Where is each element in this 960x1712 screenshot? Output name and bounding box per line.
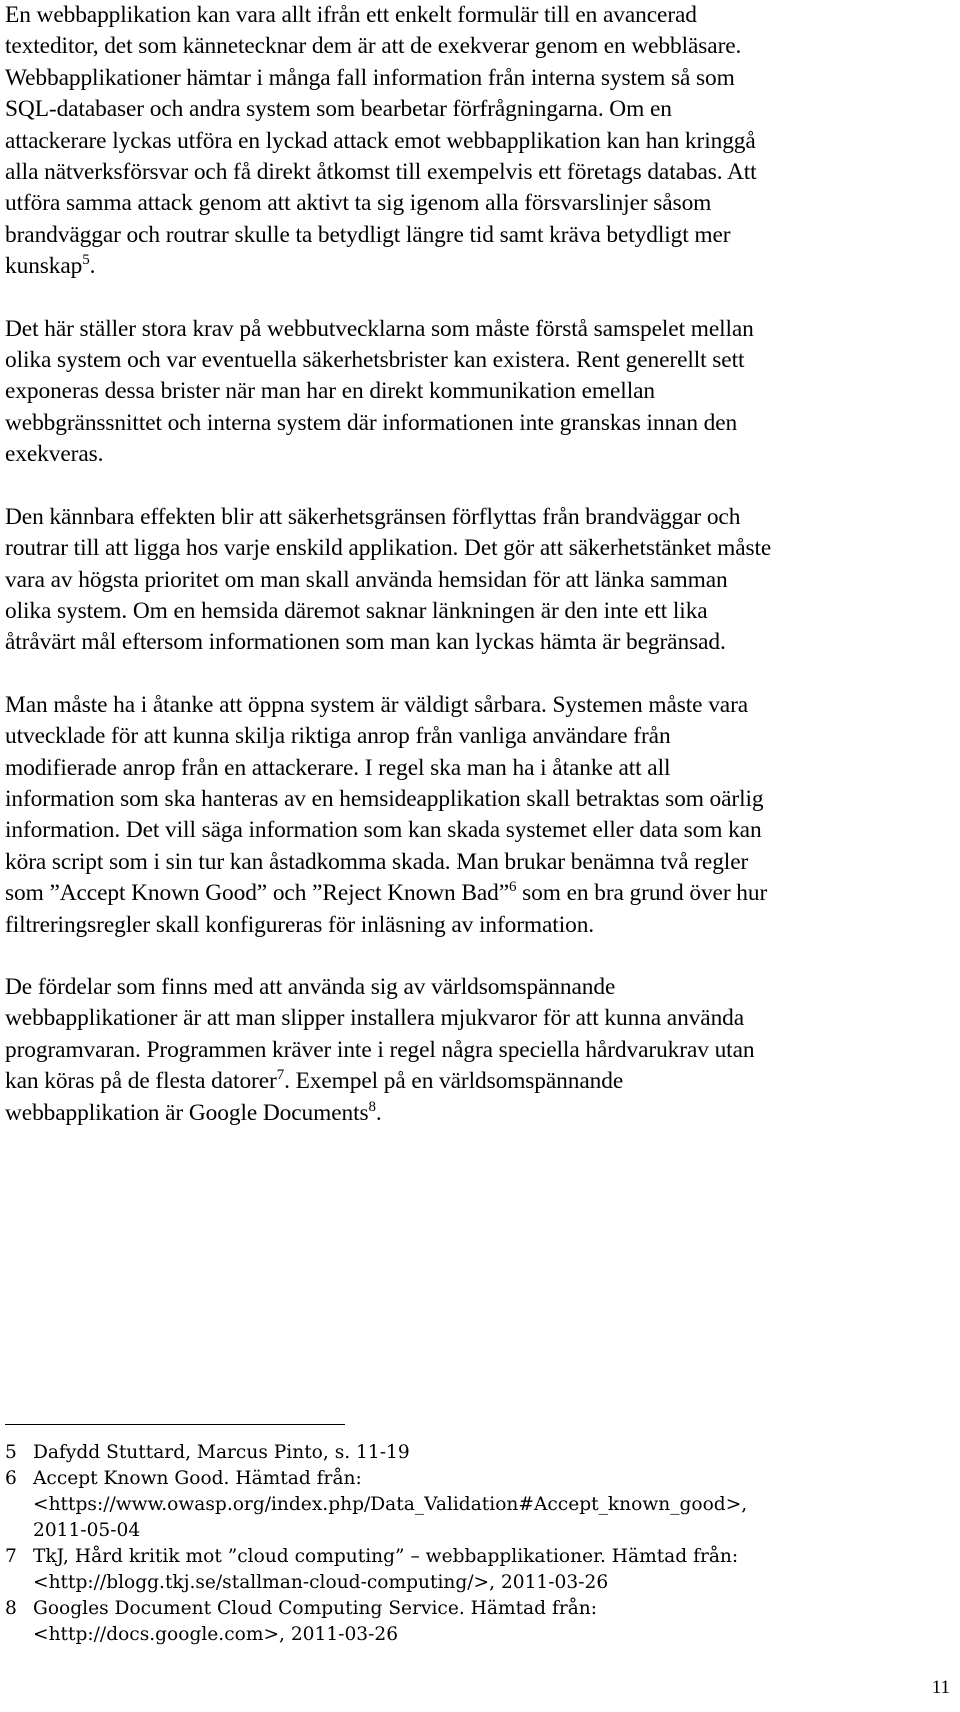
text-line: De fördelar som finns med att använda sig av världsomspännande	[5, 973, 616, 1000]
text-line: vara av högsta prioritet om man skall använda hemsidan för att länka samman	[5, 566, 728, 593]
text-line: webbapplikationer är att man slipper installera mjukvaror för att kunna använda	[5, 1005, 745, 1032]
footnote-8	[5, 1596, 945, 1648]
text-line: information. Det vill säga information som kan skada systemet eller data som kan	[5, 817, 762, 844]
text-line: utföra samma attack genom att aktivt ta sig igenom alla försvarslinjer såsom	[5, 190, 712, 217]
text-line: modifierade anrop från en attackerare. I regel ska man ha i åtanke att all	[5, 754, 671, 781]
text-segment: kunskap	[5, 253, 83, 280]
text-line: åtråvärt mål eftersom informationen som man kan lyckas hämta är begränsad.	[5, 629, 726, 656]
text-line: SQL-databaser och andra system som bearbetar förfrågningarna. Om en	[5, 96, 672, 123]
footnote-5	[5, 1440, 945, 1466]
footnote-number: 8	[5, 1598, 17, 1619]
text-segment: kan köras på de flesta datorer	[5, 1068, 277, 1095]
paragraph-1	[5, 0, 950, 283]
text-line: exekveras.	[5, 441, 104, 468]
text-line: filtreringsregler skall konfigureras för inläsning av information.	[5, 911, 595, 938]
text-line: olika system och var eventuella säkerhetsbrister kan existera. Rent generellt sett	[5, 347, 745, 374]
footnote-6	[5, 1466, 945, 1544]
paragraph-3	[5, 502, 950, 659]
text-line	[5, 878, 950, 909]
text-line	[5, 1066, 950, 1097]
page-number: 11	[931, 1677, 950, 1698]
text-line: En webbapplikation kan vara allt ifrån ett enkelt formulär till en avancerad	[5, 2, 697, 28]
text-segment: som en bra grund över hur	[516, 880, 768, 907]
body-text	[5, 0, 950, 1160]
footnote-link[interactable]: <http://docs.google.com>, 2011-03-26	[33, 1624, 399, 1645]
text-line: routrar till att ligga hos varje enskild applikation. Det gör att säkerhetstänket måste	[5, 535, 772, 562]
text-line: information som ska hanteras av en hemsideapplikation skall betraktas som oärlig	[5, 785, 764, 812]
text-line: attackerare lyckas utföra en lyckad attack emot webbapplikation kan han kringgå	[5, 127, 756, 154]
footnote-date: 2011-05-04	[33, 1520, 141, 1541]
text-line: utvecklade för att kunna skilja riktiga anrop från vanliga användare från	[5, 723, 671, 750]
footnote-text: Dafydd Stuttard, Marcus Pinto, s. 11-19	[33, 1442, 410, 1463]
footnote-number: 6	[5, 1468, 17, 1489]
text-line: Den kännbara effekten blir att säkerhetsgränsen förflyttas från brandväggar och	[5, 503, 741, 530]
footnote-text: Accept Known Good. Hämtad från:	[33, 1468, 362, 1489]
text-line: köra script som i sin tur kan åstadkomma skada. Man brukar benämna två regler	[5, 848, 749, 875]
paragraph-4	[5, 690, 950, 941]
text-segment: . Exempel på en världsomspännande	[284, 1068, 624, 1095]
footnote-number: 7	[5, 1546, 17, 1567]
paragraph-5	[5, 972, 950, 1129]
text-line: programvaran. Programmen kräver inte i regel några speciella hårdvarukrav utan	[5, 1036, 755, 1063]
text-line: alla nätverksförsvar och få direkt åtkomst till exempelvis ett företags databas. Att	[5, 159, 757, 186]
footnote-link[interactable]: <https://www.owasp.org/index.php/Data_Validation#Accept_known_good>,	[33, 1494, 748, 1515]
text-line: webbgränssnittet och interna system där informationen inte granskas innan den	[5, 409, 738, 436]
footnote-number: 5	[5, 1442, 17, 1463]
text-segment: .	[89, 253, 96, 280]
footnote-link[interactable]: <http://blogg.tkj.se/stallman-cloud-computing/>, 2011-03-26	[33, 1572, 609, 1593]
footnote-separator	[5, 1424, 345, 1425]
footnote-text: Googles Document Cloud Computing Service. Hämtad från:	[33, 1598, 598, 1619]
footnote-text: TkJ, Hård kritik mot ”cloud computing” – webbapplikationer. Hämtad från:	[33, 1546, 739, 1567]
text-line: brandväggar och routrar skulle ta betydligt längre tid samt kräva betydligt mer	[5, 221, 731, 248]
text-line: Det här ställer stora krav på webbutvecklarna som måste förstå samspelet mellan	[5, 315, 754, 342]
text-line	[5, 251, 950, 282]
text-line: exponeras dessa brister när man har en direkt kommunikation emellan	[5, 378, 655, 405]
text-line	[5, 1098, 950, 1129]
text-line: olika system. Om en hemsida däremot saknar länkningen är den inte ett lika	[5, 597, 708, 624]
footnote-ref[interactable]: 5	[82, 252, 90, 269]
text-line: Webbapplikationer hämtar i många fall information från interna system så som	[5, 64, 735, 91]
text-segment: .	[375, 1099, 382, 1126]
footnote-ref[interactable]: 7	[276, 1067, 285, 1084]
paragraph-2	[5, 314, 950, 471]
footnote-7	[5, 1544, 945, 1596]
footnotes	[5, 1440, 945, 1648]
text-segment: webbapplikation är Google Documents	[5, 1099, 369, 1126]
footnote-ref[interactable]: 8	[368, 1098, 376, 1115]
footnote-ref[interactable]: 6	[509, 879, 517, 896]
text-line: texteditor, det som kännetecknar dem är att de exekverar genom en webbläsare.	[5, 33, 742, 60]
text-line: Man måste ha i åtanke att öppna system är väldigt sårbara. Systemen måste vara	[5, 691, 749, 718]
text-segment: som ”Accept Known Good” och ”Reject Known Bad”	[5, 880, 509, 907]
